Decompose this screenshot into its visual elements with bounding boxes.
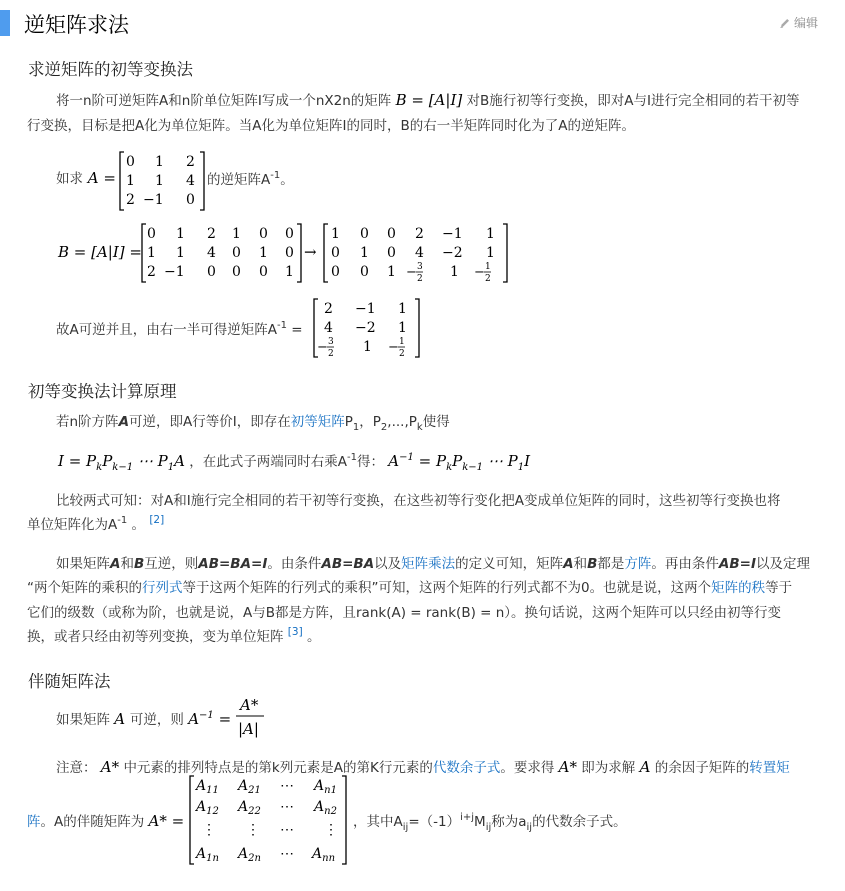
text: ，其中A [353, 814, 403, 830]
svg-text:0: 0 [147, 226, 156, 242]
svg-text:0: 0 [232, 264, 241, 280]
svg-text:1: 1 [285, 264, 294, 280]
svg-text:0: 0 [232, 245, 241, 261]
matrix-inverse [312, 297, 422, 359]
link-cofactor[interactable]: 代数余子式 [432, 760, 501, 776]
text: 可逆，即A行等价I，即存在 [129, 414, 291, 430]
svg-text:0: 0 [207, 264, 216, 280]
svg-text:−2: −2 [355, 320, 376, 336]
text: 的余因子矩阵的 [654, 760, 750, 776]
superscript: -1 [270, 170, 281, 181]
subscript: ij [526, 822, 533, 833]
superscript: i+j [460, 812, 475, 823]
svg-text:1: 1 [360, 245, 369, 261]
svg-text:0: 0 [387, 226, 396, 242]
text: =（-1） [408, 814, 461, 830]
svg-text:1: 1 [147, 245, 156, 261]
text: 可逆，则 [129, 712, 184, 728]
text: 。 [131, 517, 146, 533]
text: ，P [359, 414, 381, 430]
text: 的定义可知，矩阵 [455, 556, 564, 572]
svg-text:⋮: ⋮ [246, 822, 260, 838]
adjugate-note-line2-tail [353, 810, 627, 833]
svg-text:−1: −1 [143, 192, 164, 208]
text: 的代数余子式。 [532, 814, 627, 830]
svg-text:⋮: ⋮ [324, 822, 338, 838]
svg-text:1: 1 [387, 264, 396, 280]
pencil-icon [779, 17, 791, 29]
reference-2[interactable]: [2] [149, 514, 165, 526]
edit-label: 编辑 [793, 16, 818, 30]
subscript: 1 [352, 422, 360, 433]
svg-text:2: 2 [186, 154, 195, 170]
svg-text:⋯: ⋯ [280, 846, 294, 862]
title-accent-bar [0, 10, 10, 36]
text: ,...,P [387, 414, 417, 430]
svg-text:4: 4 [324, 320, 333, 336]
link-transpose-matrix-end[interactable]: 阵 [27, 814, 41, 830]
text: 。再由条件 [651, 556, 719, 572]
svg-text:An1: $A_{n1}$ [314, 778, 337, 796]
svg-text:Ann: $A_{nn}$ [312, 846, 336, 864]
svg-text:1: 1 [155, 154, 164, 170]
formula-b: B = [A|I] [395, 91, 463, 109]
adjugate-line1: 如果矩阵 A 可逆，则 $A^{-1}$ = [56, 710, 232, 728]
svg-text:2: 2 [485, 274, 491, 284]
svg-text:0: 0 [360, 226, 369, 242]
text: 换，或者只经由初等列变换，变为单位矩阵 [27, 629, 284, 645]
section1-para-line2: 行变换，目标是把A化为单位矩阵。当A化为单位矩阵I的同时，B的右一半矩阵同时化为了A的逆矩阵。 [27, 118, 635, 134]
svg-text:A11: $A_{11}$ [196, 778, 219, 796]
text: A [118, 414, 130, 430]
section-heading-adjugate: 伴随矩阵法 [28, 672, 111, 691]
subscript: k [416, 422, 423, 433]
formula-identity: $I = P_kP_{k-1}$ ⋯ $P_1A$ [58, 452, 185, 473]
adjugate-note-line2: 阵。A的伴随矩阵为 A* = [27, 812, 185, 830]
svg-text:2: 2 [328, 349, 334, 359]
svg-text:3: 3 [328, 337, 334, 347]
svg-text:−1: −1 [442, 226, 463, 242]
text: 使得 [422, 414, 450, 430]
text: 将一n阶可逆矩阵A和n阶单位矩阵I写成一个nX2n的矩阵 [56, 93, 392, 109]
svg-text:1: 1 [232, 226, 241, 242]
subscript: ij [402, 822, 409, 833]
svg-text:⋯: ⋯ [280, 799, 294, 815]
text: AB=BA=I [198, 556, 268, 572]
example-prefix: 如求 A = [56, 169, 116, 187]
text: 单位矩阵化为A [27, 517, 118, 533]
svg-text:2: 2 [324, 301, 333, 317]
text: 如果矩阵 [56, 712, 110, 728]
svg-text:1: 1 [176, 226, 185, 242]
svg-text:−1: −1 [355, 301, 376, 317]
superscript: -1 [347, 452, 357, 463]
svg-text:1: 1 [485, 262, 491, 272]
formula-adjugate-fraction [234, 696, 268, 740]
svg-text:−: − [474, 265, 485, 280]
section-heading-principle: 初等变换法计算原理 [28, 382, 177, 401]
text: 若n阶方阵 [56, 414, 119, 430]
svg-text:−2: −2 [442, 245, 463, 261]
svg-text:4: 4 [207, 245, 216, 261]
formula-b-label: B = [A|I] = [58, 243, 142, 261]
subscript: 2 [380, 422, 388, 433]
svg-text:0: 0 [331, 245, 340, 261]
text: M [474, 814, 486, 830]
svg-text:2: 2 [147, 264, 156, 280]
svg-text:−: − [406, 265, 417, 280]
text: 。要求得 [500, 760, 555, 776]
svg-text:1: 1 [450, 264, 459, 280]
svg-text:1: 1 [363, 339, 372, 355]
svg-text:2: 2 [417, 274, 423, 284]
text: 以及定理 [756, 556, 810, 572]
svg-text:2: 2 [399, 349, 405, 359]
edit-button[interactable] [779, 14, 818, 31]
svg-text:A22: $A_{22}$ [238, 799, 261, 817]
text: 等于 [765, 580, 793, 596]
principle-para3-line1: 比较两式可知：对A和I施行完全相同的若干初等行变换，在这些初等行变化把A变成单位矩阵的同时，这些初等行变换也将 [56, 493, 781, 509]
svg-text:1: 1 [399, 337, 405, 347]
text: 注意： [56, 760, 97, 776]
svg-text:0: 0 [259, 264, 268, 280]
matrix-adjugate [188, 774, 350, 866]
text: 如求 [56, 171, 83, 187]
svg-text:3: 3 [417, 262, 423, 272]
svg-text:|A|: |A| [238, 720, 259, 738]
principle-para4-line4 [27, 624, 320, 651]
svg-text:A1n: $A_{1n}$ [196, 846, 219, 864]
text: AB=I [718, 556, 756, 572]
link-square-matrix[interactable]: 方阵 [624, 556, 652, 572]
text: 等于这两个矩阵的行列式的乘积”可知，这两个矩阵的行列式都不为0。也就是说，这两个 [182, 580, 712, 596]
text: 的逆矩阵A [207, 172, 271, 188]
svg-text:1: 1 [398, 320, 407, 336]
principle-line1 [56, 409, 450, 437]
adjugate-note-line1: 注意： A* 中元素的排列特点是的第k列元素是A的第K行元素的代数余子式。要求得 A* 即为求解 A 的余因子矩阵的转置矩 [56, 758, 790, 776]
principle-line2 [58, 450, 530, 473]
text: 即为求解 [581, 760, 636, 776]
superscript: -1 [117, 515, 128, 526]
svg-text:0: 0 [126, 154, 135, 170]
svg-text:A*: A* [240, 696, 259, 714]
svg-text:2: 2 [415, 226, 424, 242]
svg-text:⋮: ⋮ [202, 822, 216, 838]
svg-text:0: 0 [285, 226, 294, 242]
svg-text:0: 0 [186, 192, 195, 208]
text: 以及 [374, 556, 402, 572]
link-transpose-matrix[interactable]: 转置矩 [749, 760, 790, 776]
page-title: 逆矩阵求法 [24, 13, 129, 37]
link-matrix-rank[interactable]: 矩阵的秩 [711, 580, 766, 596]
svg-text:1: 1 [398, 301, 407, 317]
text: 。 [306, 629, 321, 645]
svg-text:1: 1 [176, 245, 185, 261]
example-suffix [207, 168, 294, 188]
text: 得： [356, 454, 384, 470]
text: AB=BA [321, 556, 375, 572]
text: “两个矩阵的乘积的 [27, 580, 142, 596]
svg-text:→: → [304, 243, 317, 261]
svg-text:0: 0 [360, 264, 369, 280]
svg-text:1: 1 [155, 173, 164, 189]
svg-text:−1: −1 [164, 264, 185, 280]
text: 对B施行初等行变换，即对A与I进行完全相同的若干初等 [466, 93, 800, 109]
superscript: -1 [276, 320, 287, 331]
text: 中元素的排列特点是的第k列元素是A的第K行元素的 [123, 760, 433, 776]
svg-text:A12: $A_{12}$ [196, 799, 219, 817]
svg-text:⋯: ⋯ [280, 778, 294, 794]
conclusion-text [56, 318, 303, 338]
principle-para4-line2 [27, 575, 792, 601]
text: = [291, 322, 303, 338]
text: 都是 [597, 556, 625, 572]
svg-text:A2n: $A_{2n}$ [238, 846, 261, 864]
svg-text:0: 0 [331, 264, 340, 280]
text: 。A的伴随矩阵为 [40, 814, 145, 830]
text: 故A可逆并且，由右一半可得逆矩阵A [56, 322, 277, 338]
principle-para3-line2 [27, 512, 164, 540]
link-elementary-matrix[interactable]: 初等矩阵 [290, 414, 345, 430]
svg-text:4: 4 [186, 173, 195, 189]
formula-inverse: $A^{-1} = P_kP_{k-1}$ ⋯ $P_1I$ [388, 452, 530, 473]
link-matrix-multiplication[interactable]: 矩阵乘法 [401, 556, 456, 572]
text: 称为a [491, 814, 527, 830]
svg-text:1: 1 [126, 173, 135, 189]
svg-text:0: 0 [387, 245, 396, 261]
text: P [344, 414, 353, 430]
matrix-a [118, 150, 206, 212]
svg-text:2: 2 [207, 226, 216, 242]
svg-text:0: 0 [285, 245, 294, 261]
matrix-transform [140, 222, 512, 284]
link-determinant[interactable]: 行列式 [142, 580, 183, 596]
text: 如果矩阵 [56, 556, 110, 572]
subscript: ij [485, 822, 492, 833]
svg-text:An2: $A_{n2}$ [314, 799, 337, 817]
svg-text:1: 1 [331, 226, 340, 242]
svg-text:−: − [317, 340, 328, 355]
text: 。 [280, 172, 294, 188]
principle-para4-line1: 如果矩阵A和B互逆，则AB=BA=I。由条件AB=BA以及矩阵乘法的定义可知，矩阵A和B都是方阵。再由条件AB=I以及定理 [56, 556, 810, 572]
section-heading-elementary-transform: 求逆矩阵的初等变换法 [28, 60, 193, 79]
text: 和 [120, 556, 134, 572]
text: ，在此式子两端同时右乘A [189, 454, 347, 470]
svg-text:1: 1 [486, 245, 495, 261]
principle-para4-line3: 它们的级数（或称为阶，也就是说，A与B都是方阵，且rank(A) = rank(B) = n）。换句话说，这两个矩阵可以只经由初等行变 [27, 605, 782, 621]
svg-text:1: 1 [486, 226, 495, 242]
svg-text:A21: $A_{21}$ [238, 778, 261, 796]
text: 。由条件 [267, 556, 322, 572]
svg-text:−: − [388, 340, 399, 355]
reference-3[interactable]: [3] [287, 626, 303, 638]
text: 互逆，则 [144, 556, 199, 572]
svg-text:4: 4 [415, 245, 424, 261]
svg-text:0: 0 [259, 226, 268, 242]
section1-para-line1 [56, 87, 800, 114]
svg-text:2: 2 [126, 192, 135, 208]
svg-text:1: 1 [259, 245, 268, 261]
svg-text:⋯: ⋯ [280, 822, 294, 838]
